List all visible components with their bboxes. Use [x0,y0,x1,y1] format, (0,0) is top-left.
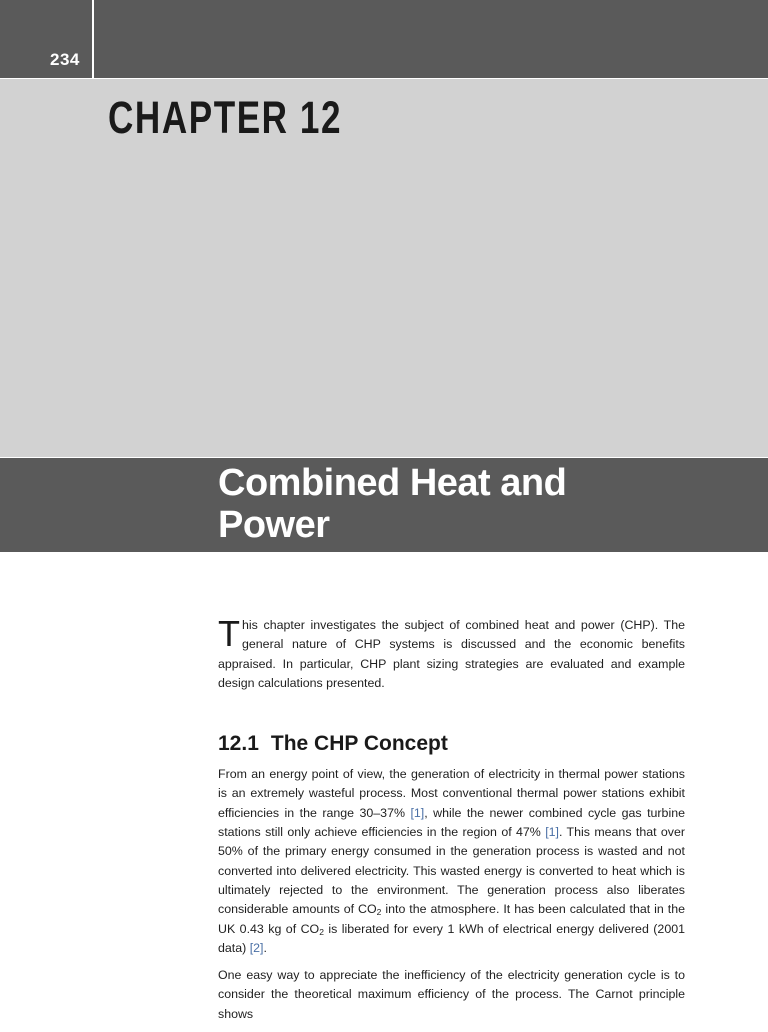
citation-link[interactable]: [2] [249,940,264,955]
section-title: The CHP Concept [270,732,448,756]
intro-text: his chapter investigates the subject of combined heat and power (CHP). The general nature of CHP systems is discussed and the economic benefits appraised. In particular, CHP plant sizing strategies are evaluated and example design calculations presented. [218,618,685,690]
chapter-label: CHAPTER 12 [108,92,343,143]
citation-link[interactable]: [1] [545,825,559,840]
drop-cap: T [218,613,240,654]
page-number-divider [92,0,94,78]
body-paragraph-2: One easy way to appreciate the inefficiency of the electricity generation cycle is to consider the theoretical maximum efficiency of the process. The Carnot principle shows [218,968,685,1021]
section-heading [218,731,685,757]
subscript: 2 [319,926,324,937]
header-band [0,0,768,78]
citation-link[interactable]: [1] [410,805,425,820]
text-run: . [263,940,267,955]
intro-paragraph [218,613,685,693]
chapter-title-line2: Power [218,504,330,546]
text-run: From an energy point of view, the generation of electricity in thermal power stations is an extremely wasteful process. Most conventional thermal power stations exhibit efficiencies in the range 30–37% [218,767,685,820]
body-paragraph-1 [218,765,685,958]
section-number: 12.1 [218,732,259,756]
text-run: is liberated for every 1 kWh of electrical energy delivered (2001 data) [218,921,685,955]
text-run: , while the newer combined cycle gas turbine stations still only achieve efficiencies in the region of 47% [218,805,685,840]
page-number: 234 [50,50,80,69]
text-run: . This means that over 50% of the primary energy consumed in the generation process is wasted and not converted into delivered electricity. This wasted energy is converted to heat which is ultimately rejected to the environment. The generation process also liberates considerable amounts of CO [218,825,686,917]
chapter-title-line1: Combined Heat and [218,462,567,504]
chapter-title [218,462,698,546]
page-content [218,613,686,1032]
subscript: 2 [376,907,382,918]
text-run: into the atmosphere. It has been calculated that in the UK 0.43 kg of CO [218,902,685,936]
